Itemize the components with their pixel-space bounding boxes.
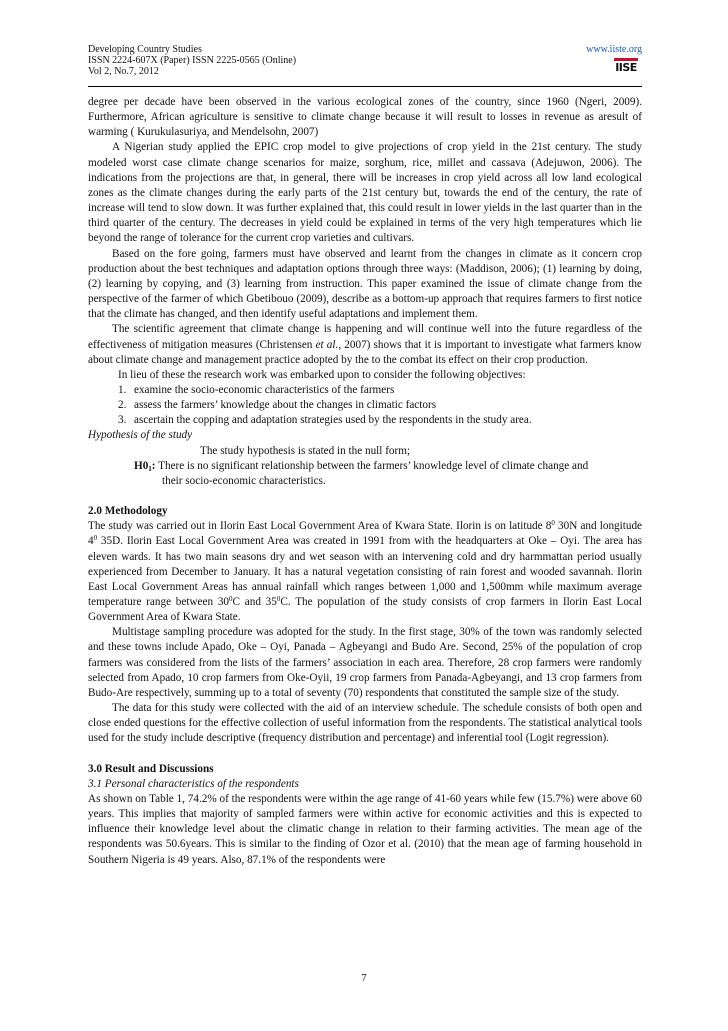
h0-subscript: 1 [148, 464, 152, 473]
logo-text: IISE [615, 61, 637, 74]
degree-sup: 0 [229, 595, 233, 603]
hypothesis-title: Hypothesis of the study [88, 429, 193, 442]
degree-sup: 0 [276, 595, 281, 603]
journal-url[interactable]: www.iiste.org [586, 44, 642, 55]
m-p1-a: The study was carried out in Ilorin East Local Government Area of Kwara State. Ilorin is on latitude 8 [88, 520, 552, 533]
list-item [118, 398, 642, 413]
degree-sup: 0 [551, 519, 555, 528]
hypothesis-h0 [88, 459, 642, 474]
m-p1-e: C. The population of the study consists of crop farmers in Ilorin East Local Government Area of Kwara State. [88, 596, 642, 624]
journal-volume: Vol 2, No.7, 2012 [88, 66, 159, 77]
et-al: et al. [315, 338, 339, 351]
journal-name: Developing Country Studies [88, 44, 202, 55]
methodology-paragraph-2: Multistage sampling procedure was adopted for the study. In the first stage, 30% of the town was randomly selected and these towns include Apado, Oke – Oyi, Panada – Agbeyangi and Budo Are. Second, 25% of the population of crop farmers was considered from the lists of the farmers’ association in each area. Therefore, 28 crop farmers were randomly selected from Apado, 10 crop farmers from Oke-Oyii, 19 crop farmers from Panada-Agbeyangi, and 13 crop farmers from Budo-Are respectively, summing up to a total of seventy (70) respondents that constituted the sample size of the study. [88, 626, 642, 699]
hypothesis-h0-continued: their socio-economic characteristics. [162, 474, 326, 487]
subsection-heading: 3.1 Personal characteristics of the respondents [88, 777, 299, 790]
results-paragraph-1: As shown on Table 1, 74.2% of the respondents were within the age range of 41-60 years while few (15.7%) were above 60 years. This implies that majority of sampled farmers were within active for economic activities and this is expected to influence their knowledge level about the climatic change in relation to their farming activities. The mean age of the respondents was 50.6years. This is similar to the finding of Ozor et al. (2010) that the mean age of farming household in Southern Nigeria is 49 years. Also, 87.1% of the respondents were [88, 792, 642, 866]
paragraph-4 [88, 322, 642, 367]
h0-label [134, 460, 156, 472]
list-item-text: assess the farmers’ knowledge about the changes in climatic factors [134, 399, 437, 412]
h0-colon: : [151, 459, 156, 472]
methodology-paragraph-3: The data for this study were collected with the aid of an interview schedule. The schedule consists of both open and close ended questions for the effective collection of useful information from the respondents. The statistical analytical tools used for the study include descriptive (frequency distribution and percentage) and inferential tool (Logit regression). [88, 702, 642, 745]
article-body [88, 95, 642, 868]
objectives-list [88, 383, 642, 428]
methodology-paragraph-1 [88, 519, 642, 625]
paragraph-4-text-b: , 2007) shows that it is important to investigate what farmers know about climate change and management practice adopted by the to the combat its effect on their crop production. [88, 338, 643, 366]
degree-sup: 0 [93, 534, 98, 543]
section-heading-results: 3.0 Result and Discussions [88, 762, 214, 775]
journal-info [88, 44, 296, 77]
page-number: 7 [361, 972, 367, 984]
header-rule [88, 86, 642, 87]
paragraph-4-text-a: The scientific agreement that climate change is happening and will continue well into the future regardless of the effectiveness of mitigation measures (Christensen [88, 323, 642, 351]
list-item [118, 413, 642, 428]
list-item-text: ascertain the copping and adaptation strategies used by the respondents in the study area. [134, 414, 532, 427]
paragraph-2: A Nigerian study applied the EPIC crop model to give projections of crop yield in the 21st century. The study modeled worst case climate change scenarios for maize, sorghum, rice, millet and cassava (Adejuwon, 2006). The indications from the projections are that, in general, there will be increases in crop yield across all low land ecological zones as the climate changes during the early parts of the 21st century but, towards the end of the century, the rate of increase will tend to slow down. It was further explained that, this could result in lower yields in the last quarter than in the third quarter of the century. The decreases in yield could be explained in terms of the very high temperatures which lie beyond the range of tolerance for the current crop varieties and cultivars. [88, 141, 642, 245]
paragraph-1: degree per decade have been observed in the various ecological zones of the country, since 1960 (Ngeri, 2009). Furthermore, African agriculture is sensitive to climate change because it will result to losses in revenue as aresult of warming ( Kurukulasuriya, and Mendelsohn, 2007) [88, 96, 642, 139]
list-item [118, 383, 642, 398]
m-p1-b: 30N and longitude 4 [88, 520, 643, 548]
paragraph-3: Based on the fore going, farmers must have observed and learnt from the changes in climate as it concern crop production about the best techniques and adaptation options through three ways: (Maddison, 2006); (1) learning by doing, (2) learning by copying, and (3) learning from instruction. This paper examined the issue of climate change from the perspective of the farmer of which Gbetibouo (2009), describe as a bottom-up approach that requires farmers to first notice that the climate has changed, and then identify useful adaptations and implement them. [88, 247, 642, 321]
list-item-number: 2. [118, 399, 127, 412]
h0-text: There is no significant relationship between the farmers’ knowledge level of climate change and [158, 459, 589, 472]
m-p1-c: 35D. Ilorin East Local Government Area was created in 1991 from with the headquarters at Oke – Oyi. The area has eleven wards. It has two main seasons dry and wet season with an intervening cold and dry harmmattan period usually experienced from December to January. It has a natural vegetation consisting of rain forest and wooded savannah. Ilorin East Local Government Areas has annual rainfall which ranges between 1,000 and 1,500mm while maximum average temperature range between 30 [88, 535, 642, 608]
section-heading-methodology: 2.0 Methodology [88, 505, 168, 518]
h0-label-text: H0 [134, 459, 149, 472]
iiste-logo [614, 57, 638, 79]
page-header [88, 44, 642, 84]
journal-issn: ISSN 2224-607X (Paper) ISSN 2225-0565 (Online) [88, 55, 297, 66]
list-item-text: examine the socio-economic characteristics of the farmers [134, 383, 395, 396]
paragraph-5: In lieu of these the research work was embarked upon to consider the following objectives: [118, 368, 526, 381]
list-item-number: 1. [118, 383, 127, 396]
m-p1-d: C and 35 [232, 596, 277, 608]
list-item-number: 3. [118, 414, 127, 427]
hypothesis-intro: The study hypothesis is stated in the null form; [200, 444, 411, 457]
